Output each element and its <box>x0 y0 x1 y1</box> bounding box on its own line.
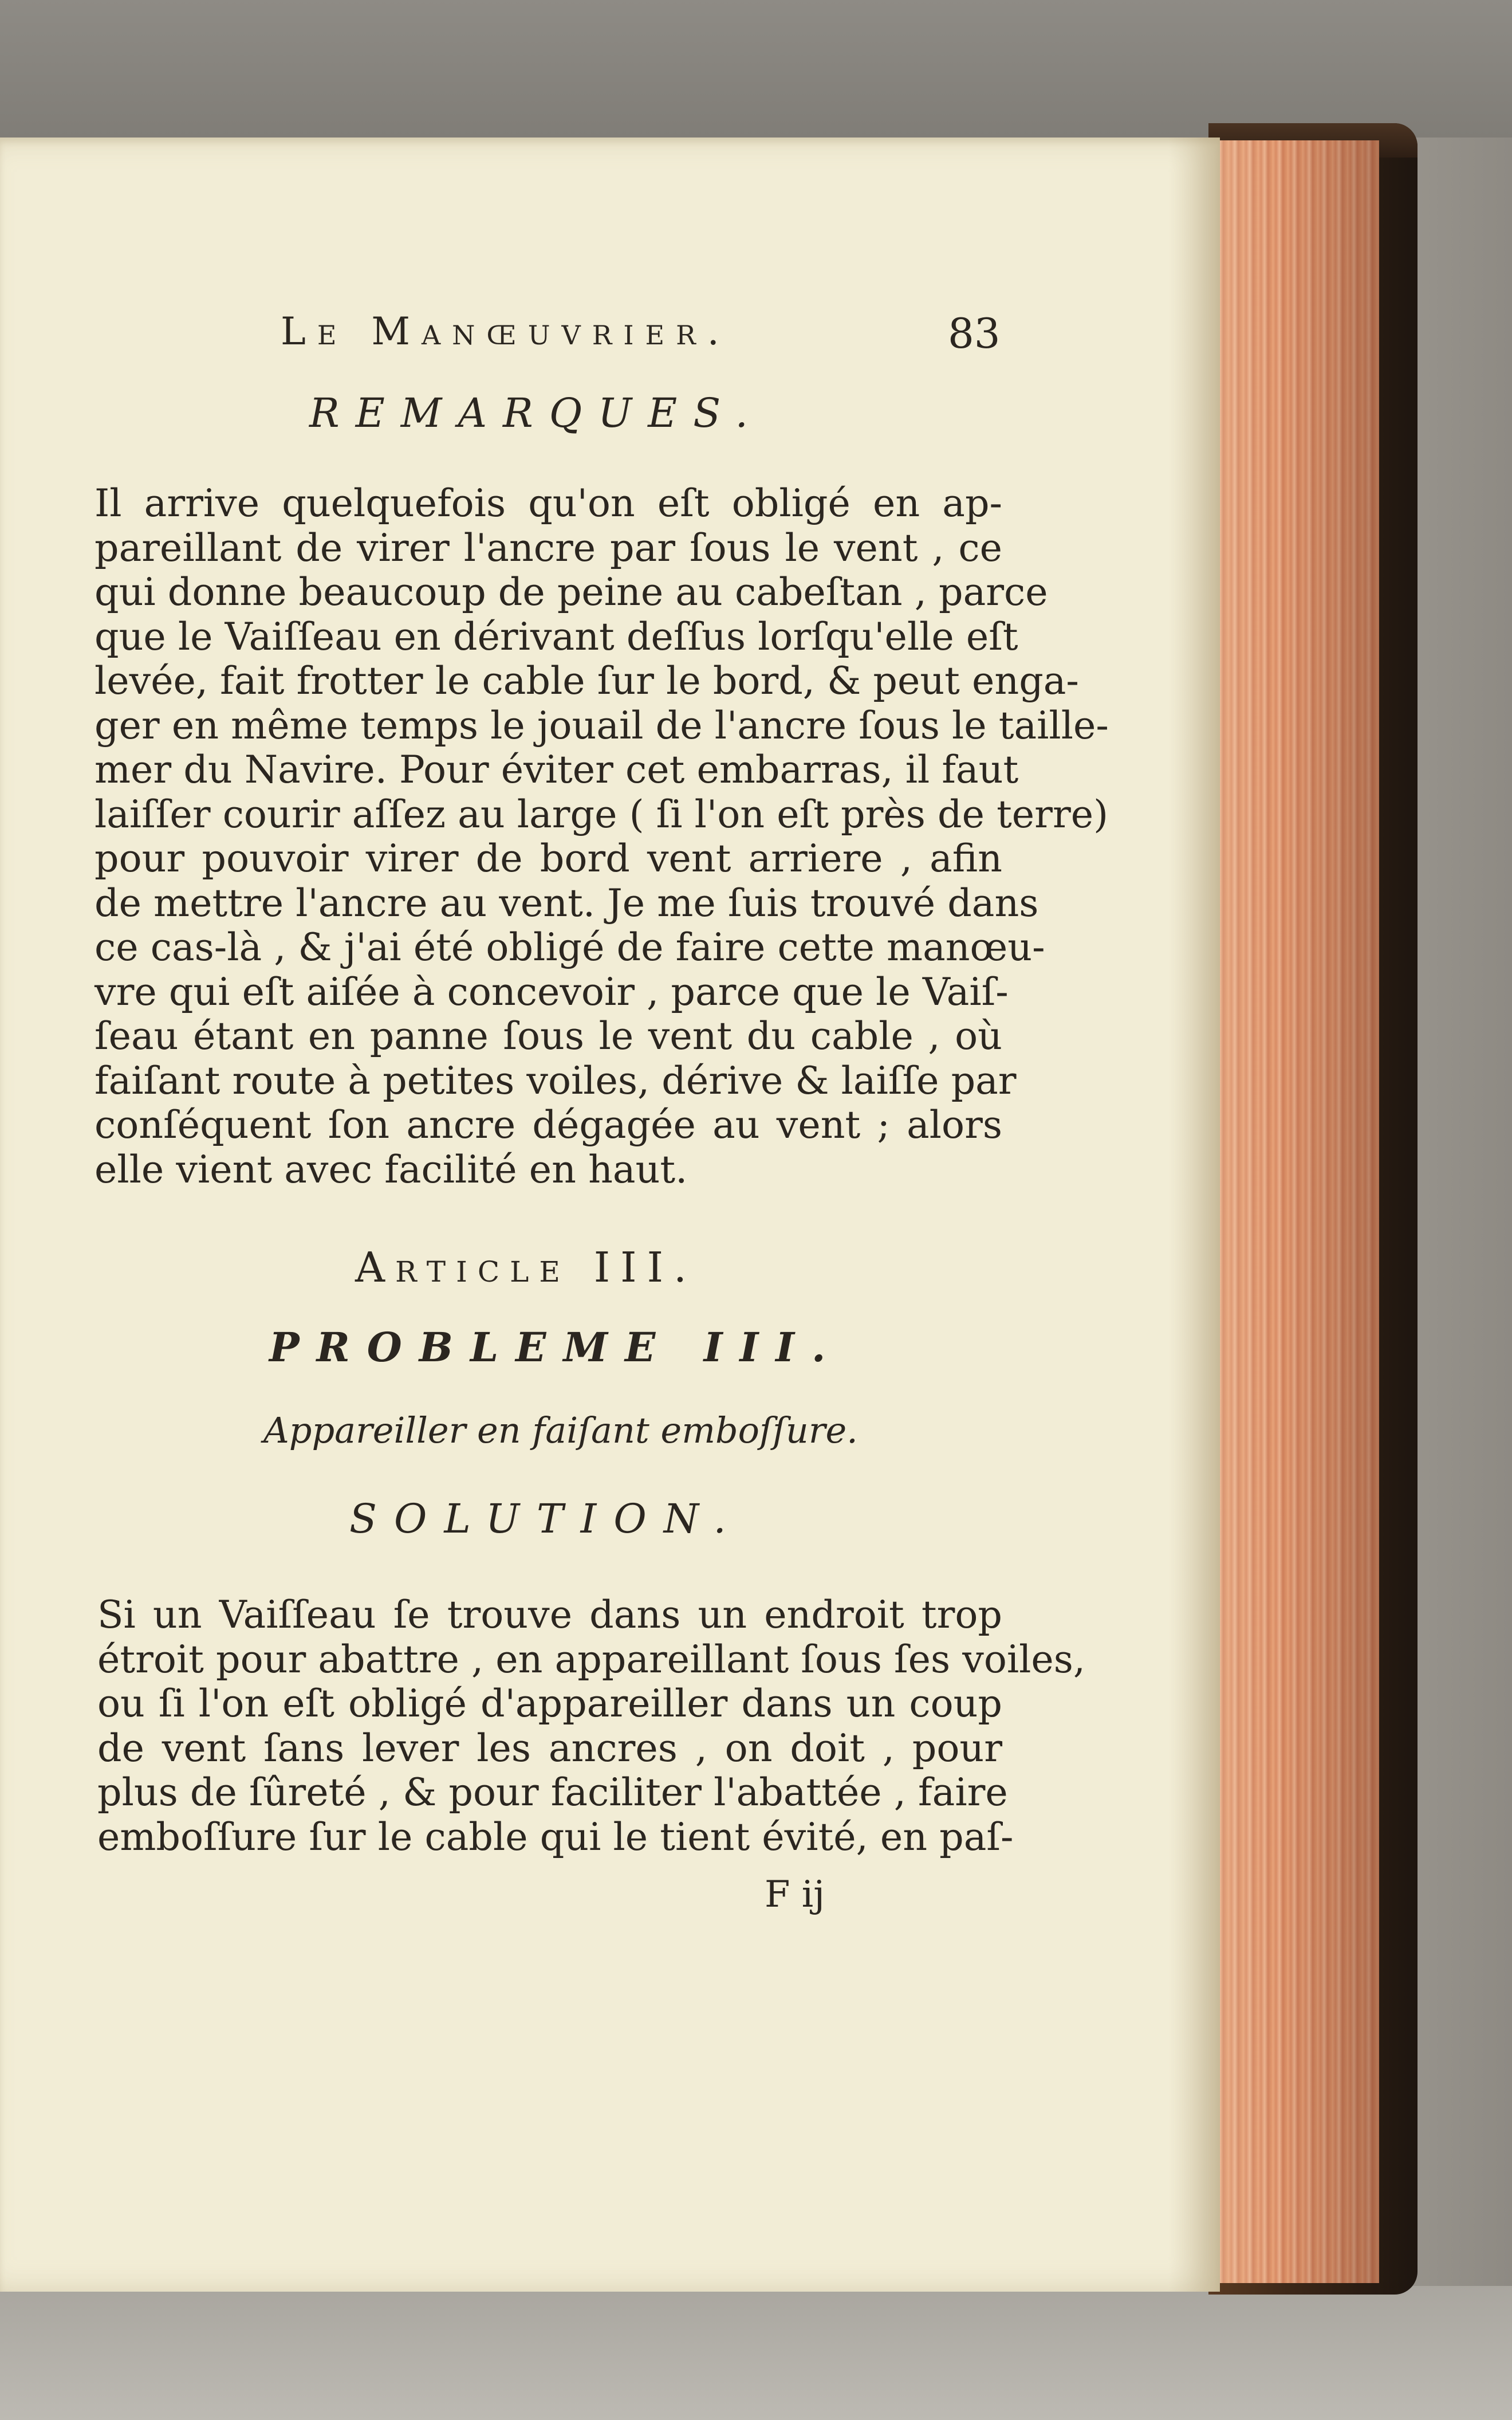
text-line: Il arrive quelquefois qu'on eſt obligé en ap- <box>94 481 1002 525</box>
text-line: ger en même temps le jouail de l'ancre ſous le taille- <box>94 702 1109 748</box>
text-line: elle vient avec facilité en haut. <box>94 1146 688 1192</box>
paragraph-solution <box>97 1592 1086 1859</box>
heading-appareiller: Appareiller en faiſant emboſſure. <box>263 1409 858 1451</box>
book-page <box>0 138 1220 2292</box>
heading-remarques: REMARQUES. <box>309 390 764 437</box>
text-line: étroit pour abattre , en appareillant ſous ſes voiles, <box>97 1636 1086 1682</box>
text-line: conſéquent ſon ancre dégagée au vent ; alors <box>94 1102 1002 1147</box>
text-line: laiſſer courir aſſez au large ( ſi l'on eſt près de terre) <box>94 791 1109 836</box>
heading-article: Article III. <box>355 1243 697 1291</box>
text-line: ou ſi l'on eſt obligé d'appareiller dans un coup <box>97 1681 1002 1726</box>
photo-backdrop-top <box>0 0 1512 138</box>
text-line: de vent ſans lever les ancres , on doit , pour <box>97 1725 1002 1770</box>
text-line: ce cas-là , & j'ai été obligé de faire cette manœu- <box>94 925 1045 969</box>
text-line: faiſant route à petites voiles, dérive & laiſſe par <box>94 1058 1017 1103</box>
text-line: de mettre l'ancre au vent. Je me ſuis trouvé dans <box>94 880 1039 925</box>
page-edges-shade <box>1213 140 1379 2283</box>
text-line: pour pouvoir virer de bord vent arriere , afin <box>94 836 1002 881</box>
paragraph-remarques <box>94 481 1109 1192</box>
heading-probleme: PROBLEME III. <box>269 1323 843 1371</box>
text-line: vre qui eſt aiſée à concevoir , parce que le Vaiſ- <box>94 969 1009 1014</box>
text-line: levée, fait frotter le cable ſur le bord, & peut enga- <box>94 658 1079 703</box>
text-line: mer du Navire. Pour éviter cet embarras, il faut <box>94 747 1019 792</box>
signature-mark: F ij <box>765 1873 825 1916</box>
running-head-title: Le Manœuvrier. <box>281 309 731 353</box>
page-gutter-shadow <box>1168 138 1220 2292</box>
text-line: ſeau étant en panne ſous le vent du cable , où <box>94 1013 1002 1058</box>
heading-solution: SOLUTION. <box>349 1495 743 1542</box>
text-line: que le Vaiſſeau en dérivant deſſus lorſqu'elle eſt <box>94 614 1018 659</box>
photo-backdrop-bottom <box>0 2286 1512 2420</box>
text-line: plus de ſûreté , & pour faciliter l'abattée , faire <box>97 1770 1008 1814</box>
text-line: pareillant de virer l'ancre par ſous le vent , ce <box>94 525 1002 570</box>
page-number: 83 <box>948 309 1001 358</box>
text-line: emboſſure ſur le cable qui le tient évité, en paſ- <box>97 1814 1014 1859</box>
text-line: Si un Vaiſſeau ſe trouve dans un endroit trop <box>97 1592 1002 1637</box>
text-line: qui donne beaucoup de peine au cabeſtan , parce <box>94 569 1048 614</box>
